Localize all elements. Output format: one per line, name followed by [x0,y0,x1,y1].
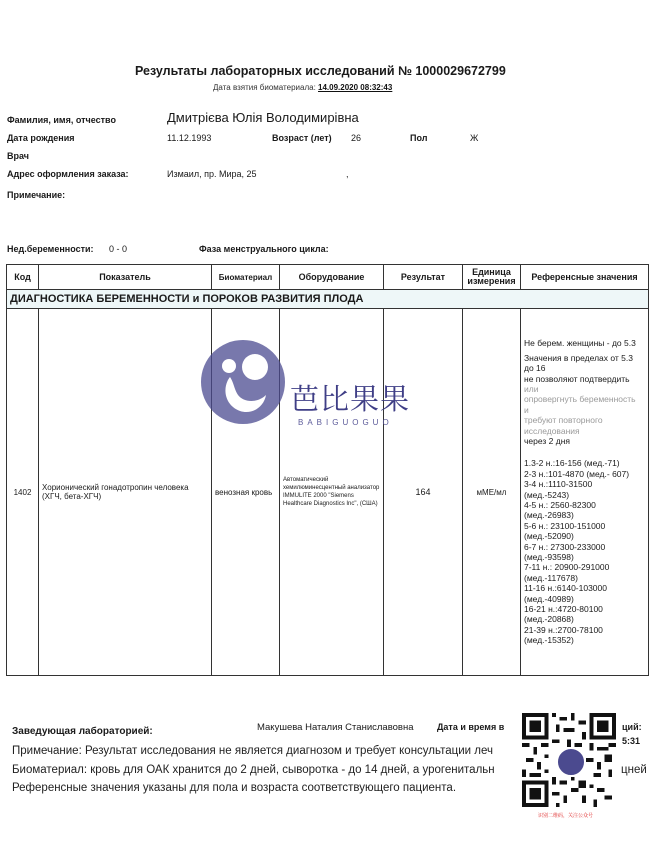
ref-line: (мед.-40989) [524,593,574,604]
ref-line: 4-5 н.: 2560-82300 [524,500,596,510]
dob-label: Дата рождения [7,133,75,143]
ref-line: исследования [524,425,580,436]
ref-line: 2-3 н.:101-4870 (мед.- 607) [524,468,630,479]
col-code: Код [7,265,39,290]
watermark-text: 芭比果果 [290,382,411,416]
address-value: Измаил, пр. Мира, 25 [167,169,257,179]
ref-line: Не берем. женщины - до 5.3 [524,338,636,349]
sample-date-line [213,83,392,92]
ref-line: 5-6 н.: 23100-151000 [524,520,606,531]
col-equipment: Оборудование [280,265,384,290]
ref-line: (мед.-93598) [524,552,574,563]
qr-caption: 识别二维码，关注公众号 [538,813,594,819]
ref-line: (мед.-117678) [524,572,578,583]
sex-label: Пол [410,133,428,143]
datetime-tail-1: ций: [622,722,642,732]
sample-date: 14.09.2020 08:32:43 [318,83,393,92]
address-label: Адрес оформления заказа: [7,169,129,179]
ref-line: (мед.-15352) [524,635,574,646]
footer-note-1: Примечание: Результат исследования не является диагнозом и требует консультации леч [12,745,493,757]
footer-note-3: Референсные значения указаны для пола и возраста соответствующего пациента. [12,782,457,794]
section-title: ДИАГНОСТИКА БЕРЕМЕННОСТИ и ПОРОКОВ РАЗВИТИЯ ПЛОДА [7,290,649,309]
dob-value: 11.12.1993 [167,133,212,143]
ref-line: 16-21 н.:4720-80100 [524,604,603,615]
ref-line: 21-39 н.:2700-78100 [524,624,603,635]
col-result: Результат [384,265,463,290]
ref-line: (мед.-52090) [524,531,574,542]
ref-line: требуют повторного [524,415,603,426]
datetime-tail-2: 5:31 [622,736,641,746]
pregnancy-value: 0 - 0 [109,244,128,254]
row-reference [521,309,649,676]
patient-name: Дмитрієва Юлія Володимирівна [167,110,359,125]
section-row [7,290,649,309]
sex-value: Ж [470,133,479,143]
col-indicator: Показатель [39,265,212,290]
ref-line: (мед.-5243) [524,489,570,500]
ref-line: через 2 дня [524,435,571,446]
footer-note-2-tail: цней [621,764,647,776]
sample-date-label: Дата взятия биоматериала: [213,83,316,92]
ref-line: или [524,383,539,394]
datetime-label: Дата и время в [437,722,505,732]
row-code: 1402 [7,309,39,676]
patient-name-label: Фамилия, имя, отчество [7,115,116,125]
ref-line: 7-11 н.: 20900-291000 [524,562,610,573]
col-unit-line2: измерения [467,276,516,286]
col-unit [463,265,521,290]
col-unit-line1: Единица [472,267,511,277]
pregnancy-label: Нед.беременности: [7,244,94,254]
ref-line: 6-7 н.: 27300-233000 [524,541,606,552]
row-unit: мМЕ/мл [463,309,521,676]
ref-line: не позволяют подтвердить [524,373,630,384]
ref-line: и [524,404,529,415]
row-biomaterial: венозная кровь [212,309,280,676]
row-indicator: Хорионический гонадотропин человека (ХГЧ, бета-ХГЧ) [39,309,212,676]
note-label: Примечание: [7,190,66,200]
age-value: 26 [351,133,362,143]
ref-line: до 16 [524,363,546,374]
table-header-row [7,265,649,290]
watermark-sub: BABIGUOGUO [298,418,393,427]
ref-line: Значения в пределах от 5.3 [524,352,633,363]
table-row [7,309,649,676]
ref-line: (мед.-26983) [524,510,574,521]
ref-line: (мед.-20868) [524,614,574,625]
ref-line: 1.3-2 н.:16-156 (мед.-71) [524,458,620,469]
ref-line: опровергнуть беременность [524,394,636,405]
doctor-label: Врач [7,151,30,161]
cycle-label: Фаза менструального цикла: [199,244,329,254]
ref-line: 11-16 н.:6140-103000 [524,583,607,594]
col-reference: Референсные значения [521,265,649,290]
report-title: Результаты лабораторных исследований № 1000029672799 [135,64,506,78]
ref-line: 3-4 н.:1110-31500 [524,479,593,490]
row-result: 164 [384,309,463,676]
qr-center-logo-icon [556,747,586,777]
address-extra: , [346,169,349,179]
col-biomaterial: Биоматериал [212,265,280,290]
lab-head-label: Заведующая лабораторией: [12,726,153,737]
lab-head-name: Макушева Наталия Станиславовна [257,722,414,733]
watermark-logo-icon [200,337,290,427]
age-label: Возраст (лет) [272,133,332,143]
footer-note-2: Биоматериал: кровь для ОАК хранится до 2 дней, сыворотка - до 14 дней, а урогенитальн [12,764,495,776]
results-table [6,264,649,676]
row-equipment: Автоматический хемилюминесцентный анализатор IMMULITE 2000 "Siemens Healthcare Diagnostics Inc", (США) [280,309,384,676]
